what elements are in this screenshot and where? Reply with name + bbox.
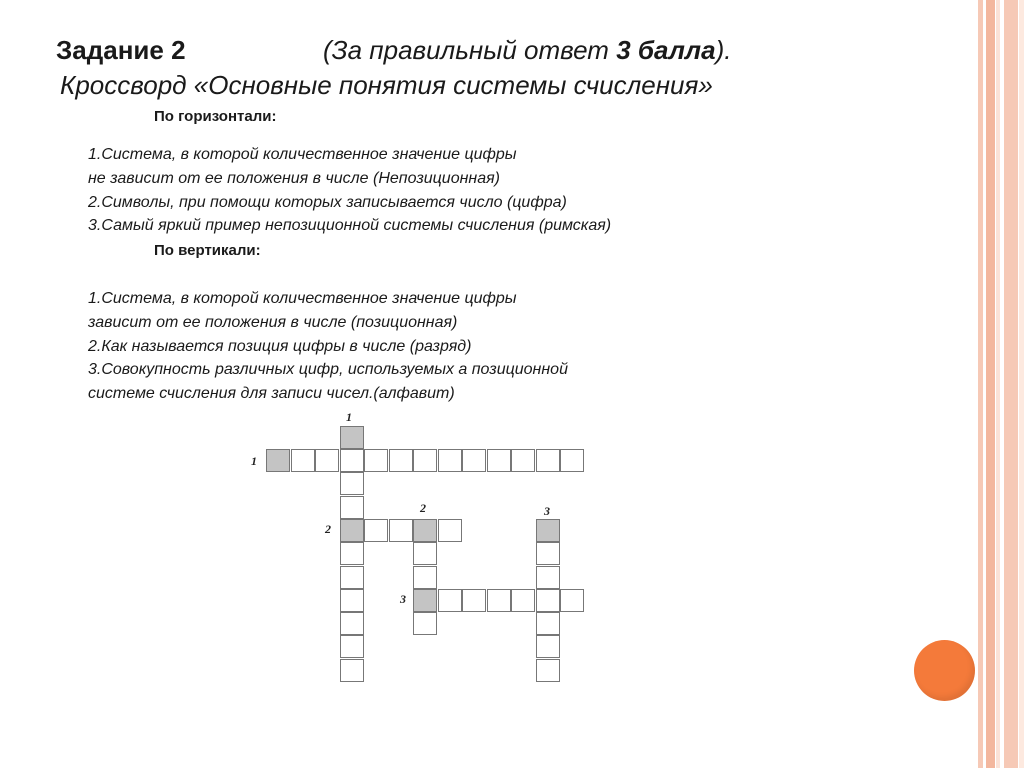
- crossword-cell[interactable]: [511, 449, 535, 472]
- crossword-cell[interactable]: [413, 612, 437, 635]
- task-score: (За правильный ответ 3 балла).: [323, 35, 732, 65]
- crossword-cell[interactable]: [413, 449, 437, 472]
- crossword-cell[interactable]: [536, 519, 560, 542]
- crossword-cell[interactable]: [413, 519, 437, 542]
- crossword-cell[interactable]: [340, 566, 364, 589]
- crossword-cell[interactable]: [340, 449, 364, 472]
- horizontal-clue: 3.Самый яркий пример непозиционной системы счисления (римская): [88, 217, 612, 234]
- crossword-cell[interactable]: [340, 589, 364, 612]
- task-subtitle: Кроссворд «Основные понятия системы счисления»: [60, 70, 713, 100]
- crossword-cell[interactable]: [511, 589, 535, 612]
- vertical-clue: системе счисления для записи чисел.(алфавит): [88, 385, 455, 402]
- crossword-cell[interactable]: [438, 519, 462, 542]
- horizontal-clue: не зависит от ее положения в числе (Непозиционная): [88, 170, 500, 187]
- horizontal-clue: 2.Символы, при помощи которых записывается число (цифра): [88, 194, 567, 211]
- crossword-label-vertical-3: 3: [544, 504, 550, 518]
- crossword-label-horizontal-1: 1: [251, 454, 257, 468]
- crossword-cell[interactable]: [536, 542, 560, 565]
- crossword-cell[interactable]: [462, 449, 486, 472]
- crossword-cell[interactable]: [340, 472, 364, 495]
- crossword-cell[interactable]: [536, 589, 560, 612]
- crossword-cell[interactable]: [291, 449, 315, 472]
- crossword-cell[interactable]: [560, 449, 584, 472]
- crossword-cell[interactable]: [315, 449, 339, 472]
- task-number: Задание 2: [56, 35, 186, 65]
- crossword-cell[interactable]: [536, 635, 560, 658]
- crossword-cell[interactable]: [413, 542, 437, 565]
- crossword-cell[interactable]: [340, 542, 364, 565]
- crossword-cell[interactable]: [266, 449, 290, 472]
- vertical-clue: зависит от ее положения в числе (позиционная): [88, 314, 458, 331]
- crossword-cell[interactable]: [413, 566, 437, 589]
- crossword-cell[interactable]: [340, 612, 364, 635]
- crossword-cell[interactable]: [340, 659, 364, 682]
- vertical-clue: 1.Система, в которой количественное значение цифры: [88, 290, 517, 307]
- vertical-heading: По вертикали:: [154, 242, 261, 259]
- crossword-cell[interactable]: [340, 519, 364, 542]
- crossword-cell[interactable]: [364, 449, 388, 472]
- crossword-cell[interactable]: [340, 496, 364, 519]
- crossword-cell[interactable]: [438, 449, 462, 472]
- crossword-cell[interactable]: [413, 589, 437, 612]
- crossword-cell[interactable]: [340, 426, 364, 449]
- vertical-clue: 2.Как называется позиция цифры в числе (разряд): [88, 338, 472, 355]
- vertical-clue: 3.Совокупность различных цифр, используемых а позиционной: [88, 361, 568, 378]
- crossword-cell[interactable]: [340, 635, 364, 658]
- crossword-cell[interactable]: [438, 589, 462, 612]
- crossword-cell[interactable]: [536, 612, 560, 635]
- crossword-label-horizontal-3: 3: [400, 592, 406, 606]
- crossword-cell[interactable]: [560, 589, 584, 612]
- crossword-cell[interactable]: [462, 589, 486, 612]
- crossword-cell[interactable]: [536, 566, 560, 589]
- crossword-cell[interactable]: [536, 449, 560, 472]
- horizontal-heading: По горизонтали:: [154, 108, 277, 125]
- horizontal-clue: 1.Система, в которой количественное значение цифры: [88, 146, 517, 163]
- crossword-cell[interactable]: [487, 449, 511, 472]
- crossword-cell[interactable]: [389, 519, 413, 542]
- crossword-cell[interactable]: [389, 449, 413, 472]
- crossword-cell[interactable]: [536, 659, 560, 682]
- crossword-label-vertical-1: 1: [346, 410, 352, 424]
- crossword-cell[interactable]: [487, 589, 511, 612]
- crossword-label-horizontal-2: 2: [325, 522, 331, 536]
- crossword-cell[interactable]: [364, 519, 388, 542]
- crossword-label-vertical-2: 2: [420, 501, 426, 515]
